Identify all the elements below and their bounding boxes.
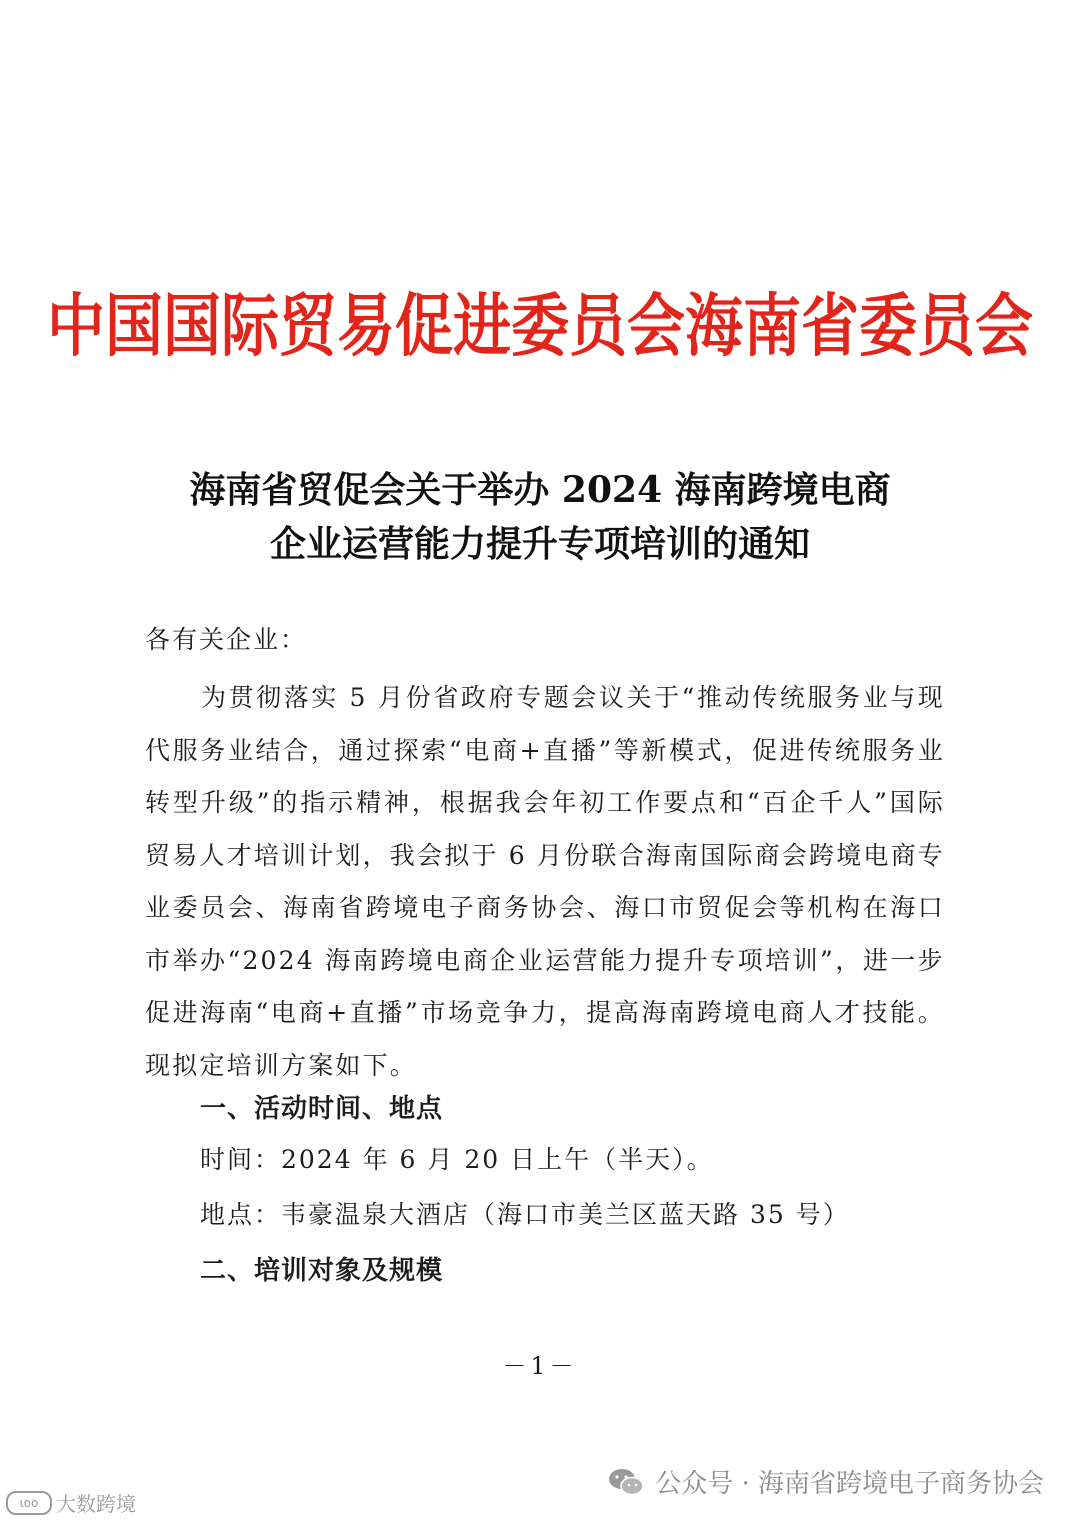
corner-logo-icon: ιοο [6, 1491, 52, 1515]
section-heading-time-place: 一、活动时间、地点 [200, 1094, 444, 1124]
notice-title-line2: 企业运营能力提升专项培训的通知 [269, 523, 810, 565]
page-number: －1－ [502, 1352, 578, 1380]
salutation: 各有关企业： [145, 625, 308, 654]
time-line: 时间：2024 年 6 月 20 日上午（半天）。 [200, 1145, 714, 1174]
letterhead-title: 中国国际贸易促进委员会海南省委员会 [46, 285, 1033, 367]
source-watermark [607, 1463, 1044, 1500]
wechat-icon [607, 1467, 645, 1497]
section-heading-audience: 二、培训对象及规模 [200, 1256, 444, 1286]
corner-watermark-text: 大数跨境 [56, 1492, 136, 1516]
body-paragraph: 为贯彻落实 5 月份省政府专题会议关于“推动传统服务业与现代服务业结合，通过探索“电商+直播”等新模式，促进传统服务业转型升级”的指示精神，根据我会年初工作要点和“百企千人”国际贸易人才培训计划，我会拟于 6 月份联合海南国际商会跨境电商专业委员会、海南省跨境电子商务协会、海口市贸促会等机构在海口市举办“2024 海南跨境电商企业运营能力提升专项培训”，进一步促进海南“电商+直播”市场竞争力，提高海南跨境电商人才技能。现拟定培训方案如下。 [145, 683, 946, 1080]
place-line: 地点：韦豪温泉大酒店（海口市美兰区蓝天路 35 号） [200, 1200, 850, 1229]
notice-title-line1: 海南省贸促会关于举办 2024 海南跨境电商 [189, 469, 891, 511]
watermark-text: 公众号 · 海南省跨境电子商务协会 [655, 1469, 1044, 1499]
corner-watermark [6, 1488, 136, 1517]
